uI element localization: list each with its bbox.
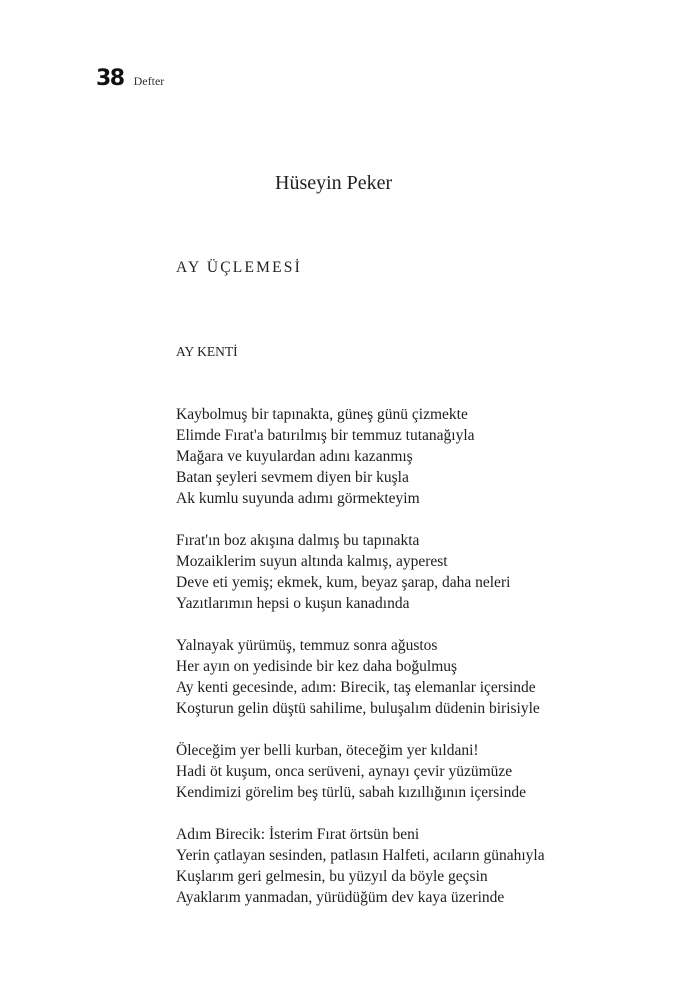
author-name: Hüseyin Peker (275, 172, 393, 194)
verse-line: Fırat'ın boz akışına dalmış bu tapınakta (176, 532, 420, 549)
poem-title: AY KENTİ (176, 344, 238, 359)
verse-line: Kendimizi görelim beş türlü, sabah kızıllığının içersinde (176, 784, 526, 801)
poem-series-title: AY ÜÇLEMESİ (176, 259, 302, 276)
verse-line: Ay kenti gecesinde, adım: Birecik, taş elemanlar içersinde (176, 679, 536, 696)
verse-line: Adım Birecik: İsterim Fırat örtsün beni (176, 826, 420, 843)
verse-line: Kuşlarım geri gelmesin, bu yüzyıl da böyle geçsin (176, 868, 488, 885)
verse-line: Batan şeyleri sevmem diyen bir kuşla (176, 469, 409, 486)
verse-line: Yerin çatlayan sesinden, patlasın Halfeti, acıların günahıyla (176, 847, 545, 864)
verse-line: Her ayın on yedisinde bir kez daha boğulmuş (176, 658, 458, 675)
verse-line: Koşturun gelin düştü sahilime, buluşalım düdenin birisiyle (176, 700, 540, 717)
verse-line: Ayaklarım yanmadan, yürüdüğüm dev kaya üzerinde (176, 889, 505, 906)
stanza (176, 824, 656, 908)
verse-line: Elimde Fırat'a batırılmış bir temmuz tutanağıyla (176, 427, 475, 444)
stanza (176, 740, 656, 803)
verse-line: Yazıtlarımın hepsi o kuşun kanadında (176, 595, 410, 612)
stanza (176, 530, 656, 614)
stanza (176, 635, 656, 719)
page-number: 38 (96, 66, 124, 91)
stanza (176, 404, 656, 509)
verse-line: Deve eti yemiş; ekmek, kum, beyaz şarap, daha neleri (176, 574, 511, 591)
page-header (96, 66, 164, 91)
poem-body (176, 404, 656, 929)
verse-line: Kaybolmuş bir tapınakta, güneş günü çizmekte (176, 406, 468, 423)
verse-line: Mozaiklerim suyun altında kalmış, ayperest (176, 553, 448, 570)
verse-line: Yalnayak yürümüş, temmuz sonra ağustos (176, 637, 438, 654)
verse-line: Öleceğim yer belli kurban, öteceğim yer kıldani! (176, 742, 479, 759)
publication-name: Defter (133, 74, 165, 88)
verse-line: Hadi öt kuşum, onca serüveni, aynayı çevir yüzümüze (176, 763, 513, 780)
verse-line: Mağara ve kuyulardan adını kazanmış (176, 448, 413, 465)
verse-line: Ak kumlu suyunda adımı görmekteyim (176, 490, 420, 507)
